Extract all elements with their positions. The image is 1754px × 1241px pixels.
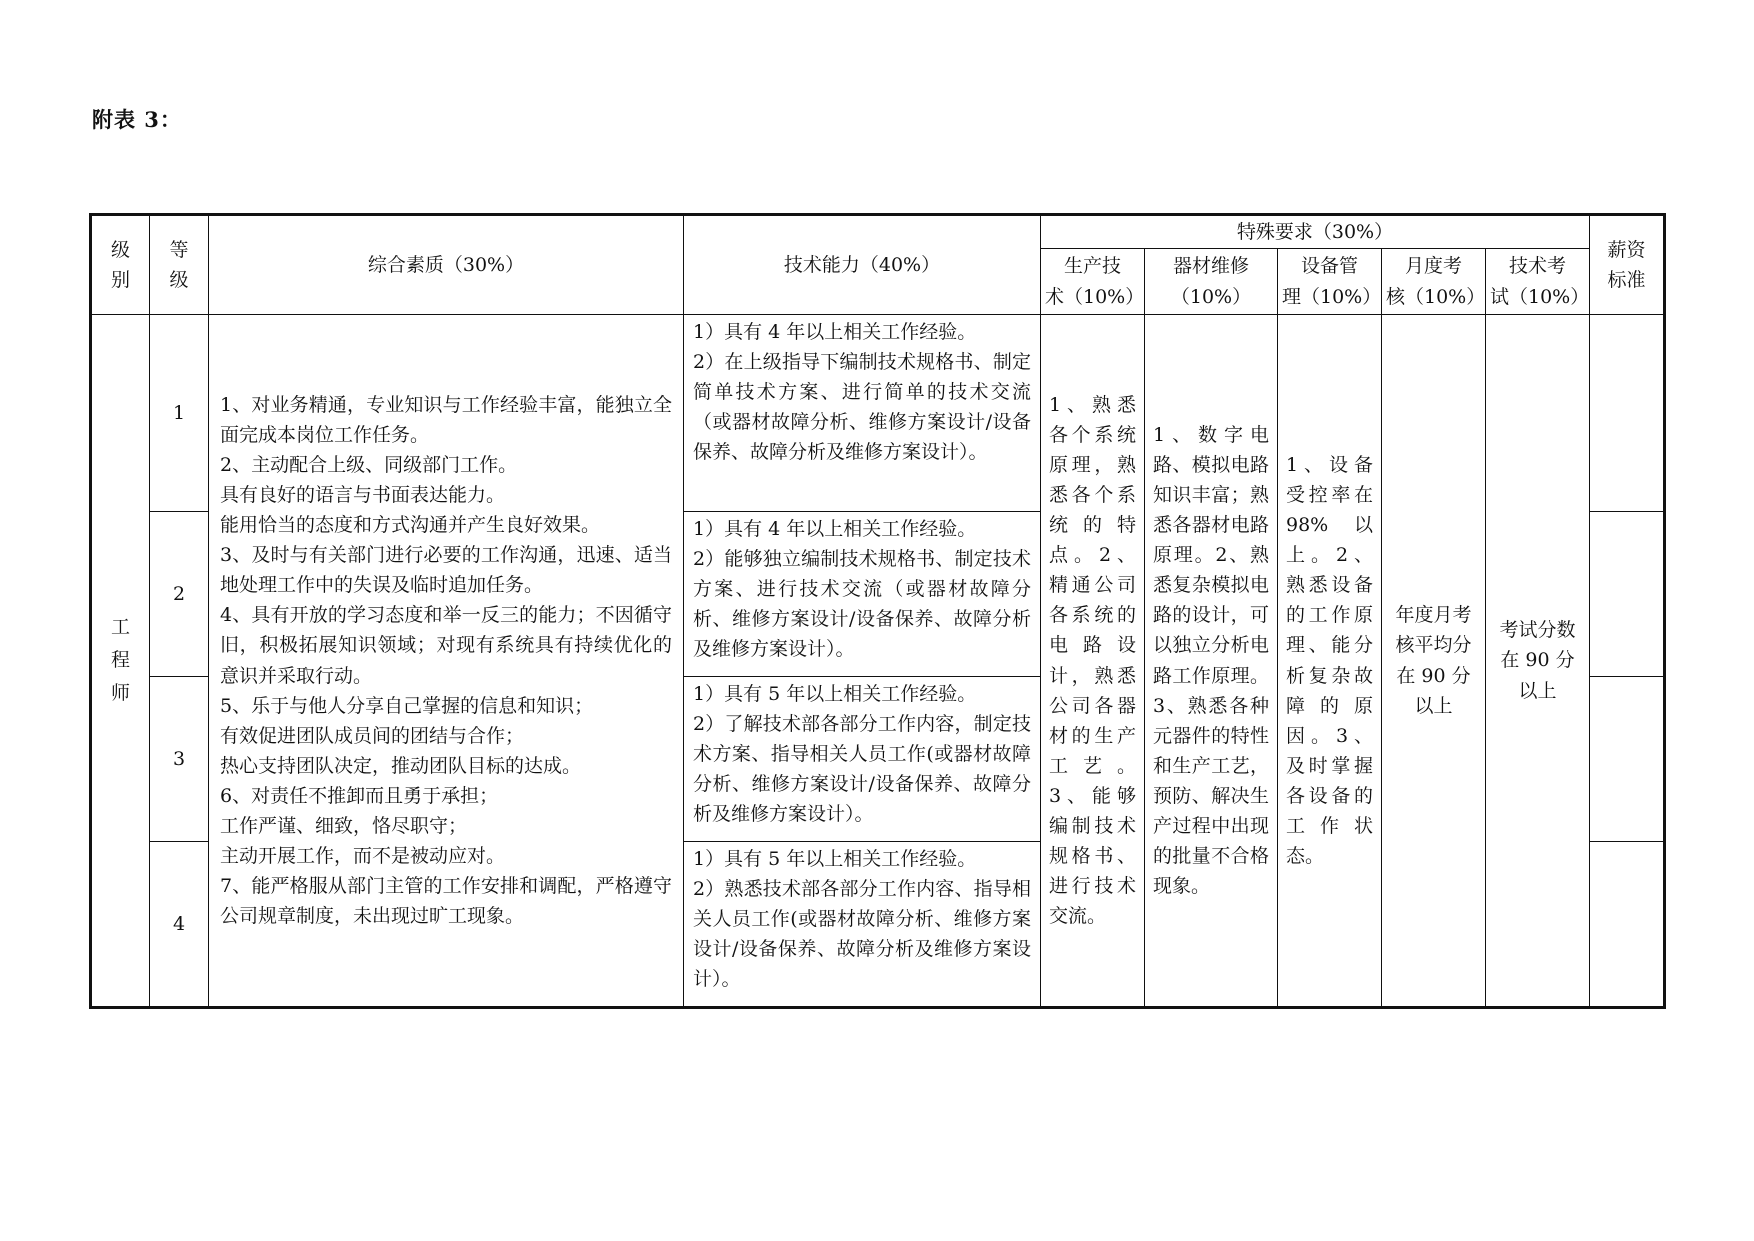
header-level-class: 级 别 [91, 215, 150, 315]
header-equipment-repair: 器材维修 （10%） [1145, 249, 1278, 315]
document-title: 附表 3： [92, 107, 182, 132]
quality-line: 3、及时与有关部门进行必要的工作沟通，迅速、适当地处理工作中的失误及临时追加任务。 [220, 544, 672, 597]
quality-line: 6、对责任不推卸而且勇于承担； [220, 784, 499, 807]
header-special-requirements: 特殊要求（30%） [1041, 215, 1590, 249]
quality-line: 7、能严格服从部门主管的工作安排和调配，严格遵守公司规章制度，未出现过旷工现象。 [220, 874, 672, 927]
grade-cell: 3 [150, 677, 209, 842]
level-name-engineer: 工 程 师 [91, 315, 150, 1008]
salary-cell [1590, 842, 1665, 1008]
grade-cell: 1 [150, 315, 209, 512]
quality-line: 工作严谨、细致，恪尽职守； [220, 814, 468, 837]
salary-cell [1590, 315, 1665, 512]
quality-line: 2、主动配合上级、同级部门工作。 [220, 454, 518, 477]
header-tech-ability: 技术能力（40%） [684, 215, 1041, 315]
grade-cell: 4 [150, 842, 209, 1008]
quality-line: 主动开展工作，而不是被动应对。 [220, 844, 506, 867]
quality-line: 4、具有开放的学习态度和举一反三的能力；不因循守旧，积极拓展知识领域；对现有系统具有持续优化的意识并采取行动。 [220, 604, 672, 687]
equipment-repair-description: 1、数字电路、模拟电路知识丰富；熟悉各器材电路原理。2、熟悉复杂模拟电路的设计，可以独立分析电路工作原理。3、熟悉各种元器件的特性和生产工艺，预防、解决生产过程中出现的批量不合格现象。 [1145, 315, 1278, 1008]
tech-exam-description: 考试分数在 90 分以上 [1486, 315, 1590, 1008]
production-tech-description: 1、熟悉各个系统原理，熟悉各个系统的特点。2、精通公司各系统的电路设计，熟悉公司各器材的生产工艺。3、能够编制技术规格书、进行技术交流。 [1041, 315, 1145, 1008]
header-tech-exam: 技术考 试（10%） [1486, 249, 1590, 315]
header-grade: 等 级 [150, 215, 209, 315]
quality-line: 1、对业务精通，专业知识与工作经验丰富，能独立全面完成本岗位工作任务。 [220, 394, 672, 447]
header-device-management: 设备管 理（10%） [1278, 249, 1382, 315]
quality-line: 热心支持团队决定，推动团队目标的达成。 [220, 754, 582, 777]
header-monthly-assessment: 月度考 核（10%） [1382, 249, 1486, 315]
header-salary-standard: 薪资 标准 [1590, 215, 1665, 315]
monthly-assessment-description: 年度月考核平均分在 90 分以上 [1382, 315, 1486, 1008]
quality-line: 5、乐于与他人分享自己掌握的信息和知识； [220, 694, 594, 717]
salary-cell [1590, 677, 1665, 842]
device-management-description: 1、设备受控率在 98%以上。2、熟悉设备的工作原理、能分析复杂故障的原因。3、及时掌握各设备的工作状态。 [1278, 315, 1382, 1008]
overall-quality-description [209, 315, 684, 1008]
quality-line: 能用恰当的态度和方式沟通并产生良好效果。 [220, 514, 601, 537]
grade-cell: 2 [150, 512, 209, 677]
quality-line: 具有良好的语言与书面表达能力。 [220, 484, 506, 507]
engineer-grade-table [89, 213, 1666, 1009]
tech-ability-grade-3: 1）具有 5 年以上相关工作经验。 2）了解技术部各部分工作内容，制定技术方案、指导相关人员工作(或器材故障分析、维修方案设计/设备保养、故障分析及维修方案设计）。 [684, 677, 1041, 842]
salary-cell [1590, 512, 1665, 677]
header-production-tech: 生产技 术（10%） [1041, 249, 1145, 315]
tech-ability-grade-2: 1）具有 4 年以上相关工作经验。 2）能够独立编制技术规格书、制定技术方案、进行技术交流（或器材故障分析、维修方案设计/设备保养、故障分析及维修方案设计）。 [684, 512, 1041, 677]
header-overall-quality: 综合素质（30%） [209, 215, 684, 315]
tech-ability-grade-1: 1）具有 4 年以上相关工作经验。 2）在上级指导下编制技术规格书、制定简单技术方案、进行简单的技术交流（或器材故障分析、维修方案设计/设备保养、故障分析及维修方案设计）。 [684, 315, 1041, 512]
quality-line: 有效促进团队成员间的团结与合作； [220, 724, 525, 747]
tech-ability-grade-4: 1）具有 5 年以上相关工作经验。 2）熟悉技术部各部分工作内容、指导相关人员工作(或器材故障分析、维修方案设计/设备保养、故障分析及维修方案设计）。 [684, 842, 1041, 1008]
